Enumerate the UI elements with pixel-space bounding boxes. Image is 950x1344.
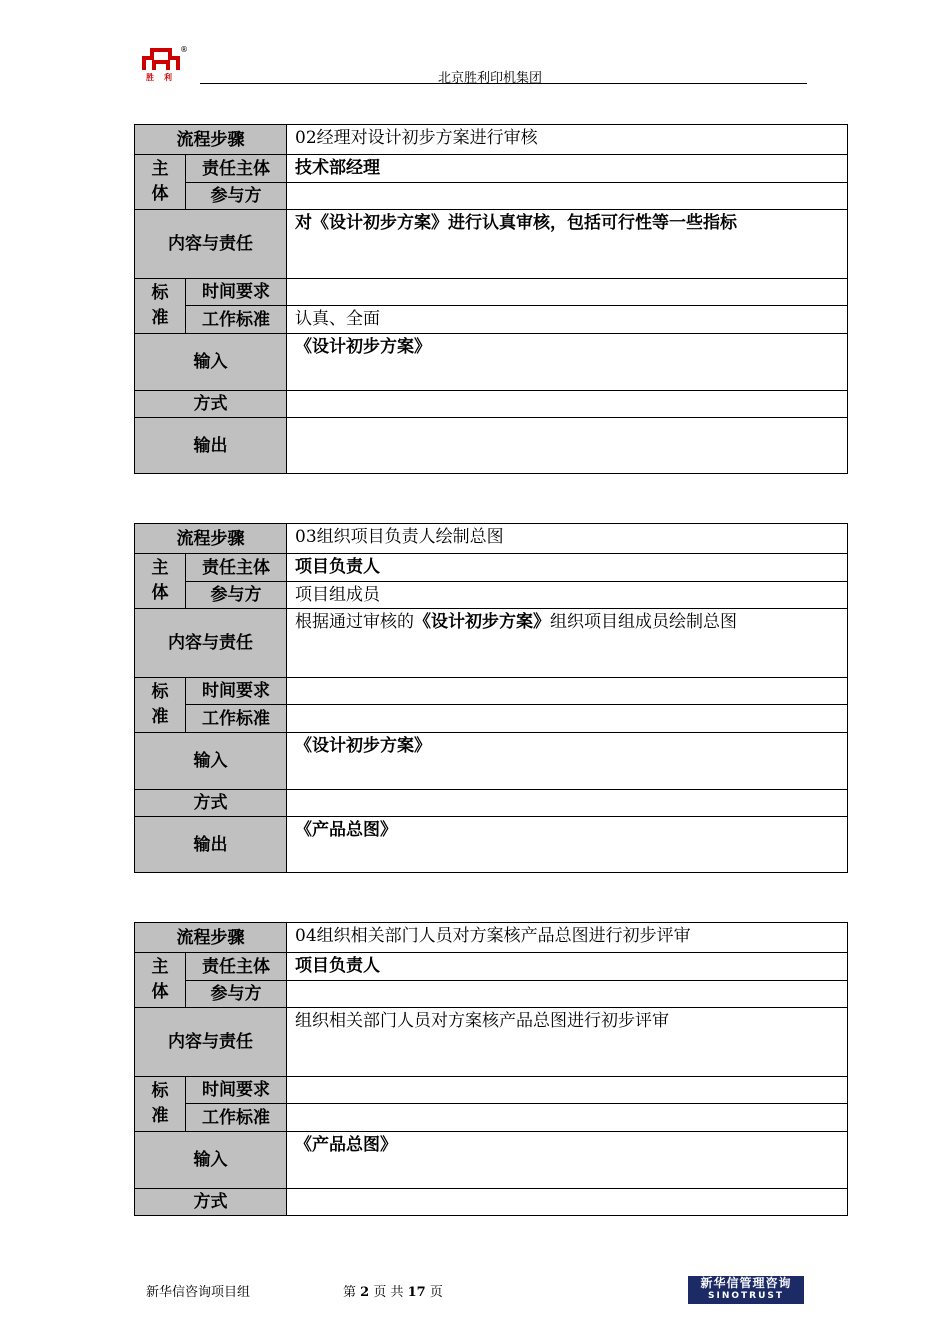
output-value	[287, 418, 848, 474]
step-title: 04组织相关部门人员对方案核产品总图进行初步评审	[287, 923, 848, 953]
logo-text: 胜利	[146, 73, 182, 82]
work-std-label: 工作标准	[186, 705, 287, 733]
time-req-label: 时间要求	[186, 678, 287, 705]
time-req-value	[287, 279, 848, 306]
responsible-label: 责任主体	[186, 155, 287, 183]
work-std-value	[287, 705, 848, 733]
step-label: 流程步骤	[135, 524, 287, 554]
responsible-value: 技术部经理	[287, 155, 848, 183]
process-step-table-03	[134, 523, 848, 873]
step-label: 流程步骤	[135, 125, 287, 155]
input-label: 输入	[135, 733, 287, 790]
company-logo	[140, 44, 192, 84]
work-std-value: 认真、全面	[287, 306, 848, 334]
process-step-table-04	[134, 922, 848, 1216]
victory-logo-icon	[140, 44, 192, 74]
step-title: 03组织项目负责人绘制总图	[287, 524, 848, 554]
responsible-value: 项目负责人	[287, 554, 848, 582]
content-label: 内容与责任	[135, 609, 287, 678]
time-req-label: 时间要求	[186, 1077, 287, 1104]
time-req-value	[287, 1077, 848, 1104]
input-label: 输入	[135, 1132, 287, 1189]
brand-cn: 新华信管理咨询	[700, 1276, 792, 1290]
subject-side-label: 主 体	[135, 554, 186, 609]
company-name: 北京胜利印机集团	[438, 71, 543, 86]
output-label: 输出	[135, 418, 287, 474]
brand-en: SINOTRUST	[707, 1291, 784, 1301]
responsible-value: 项目负责人	[287, 953, 848, 981]
time-req-label: 时间要求	[186, 279, 287, 306]
step-title: 02经理对设计初步方案进行审核	[287, 125, 848, 155]
work-std-label: 工作标准	[186, 1104, 287, 1132]
method-value	[287, 1189, 848, 1216]
step-label: 流程步骤	[135, 923, 287, 953]
page-header	[140, 44, 807, 84]
input-value: 《设计初步方案》	[287, 334, 848, 391]
participant-label: 参与方	[186, 981, 287, 1008]
process-step-table-02	[134, 124, 848, 474]
participant-value	[287, 981, 848, 1008]
sinotrust-logo	[688, 1276, 804, 1304]
input-value: 《产品总图》	[287, 1132, 848, 1189]
method-value	[287, 391, 848, 418]
method-label: 方式	[135, 790, 287, 817]
footer-left-text: 新华信咨询项目组	[146, 1285, 251, 1300]
responsible-label: 责任主体	[186, 554, 287, 582]
content-value: 组织相关部门人员对方案核产品总图进行初步评审	[287, 1008, 848, 1077]
method-label: 方式	[135, 391, 287, 418]
subject-side-label: 主 体	[135, 155, 186, 210]
input-label: 输入	[135, 334, 287, 391]
standard-side-label: 标 准	[135, 678, 186, 733]
subject-side-label: 主 体	[135, 953, 186, 1008]
content-value: 对《设计初步方案》进行认真审核，包括可行性等一些指标	[287, 210, 848, 279]
output-label: 输出	[135, 817, 287, 873]
time-req-value	[287, 678, 848, 705]
work-std-label: 工作标准	[186, 306, 287, 334]
content-value: 根据通过审核的《设计初步方案》组织项目组成员绘制总图	[287, 609, 848, 678]
responsible-label: 责任主体	[186, 953, 287, 981]
standard-side-label: 标 准	[135, 279, 186, 334]
page-number: 第 2 页 共 17 页	[343, 1285, 443, 1300]
participant-label: 参与方	[186, 183, 287, 210]
output-value: 《产品总图》	[287, 817, 848, 873]
standard-side-label: 标 准	[135, 1077, 186, 1132]
work-std-value	[287, 1104, 848, 1132]
input-value: 《设计初步方案》	[287, 733, 848, 790]
header-divider	[200, 83, 807, 84]
method-label: 方式	[135, 1189, 287, 1216]
content-label: 内容与责任	[135, 1008, 287, 1077]
svg-text:®: ®	[180, 45, 188, 54]
participant-value: 项目组成员	[287, 582, 848, 609]
method-value	[287, 790, 848, 817]
participant-value	[287, 183, 848, 210]
content-label: 内容与责任	[135, 210, 287, 279]
participant-label: 参与方	[186, 582, 287, 609]
